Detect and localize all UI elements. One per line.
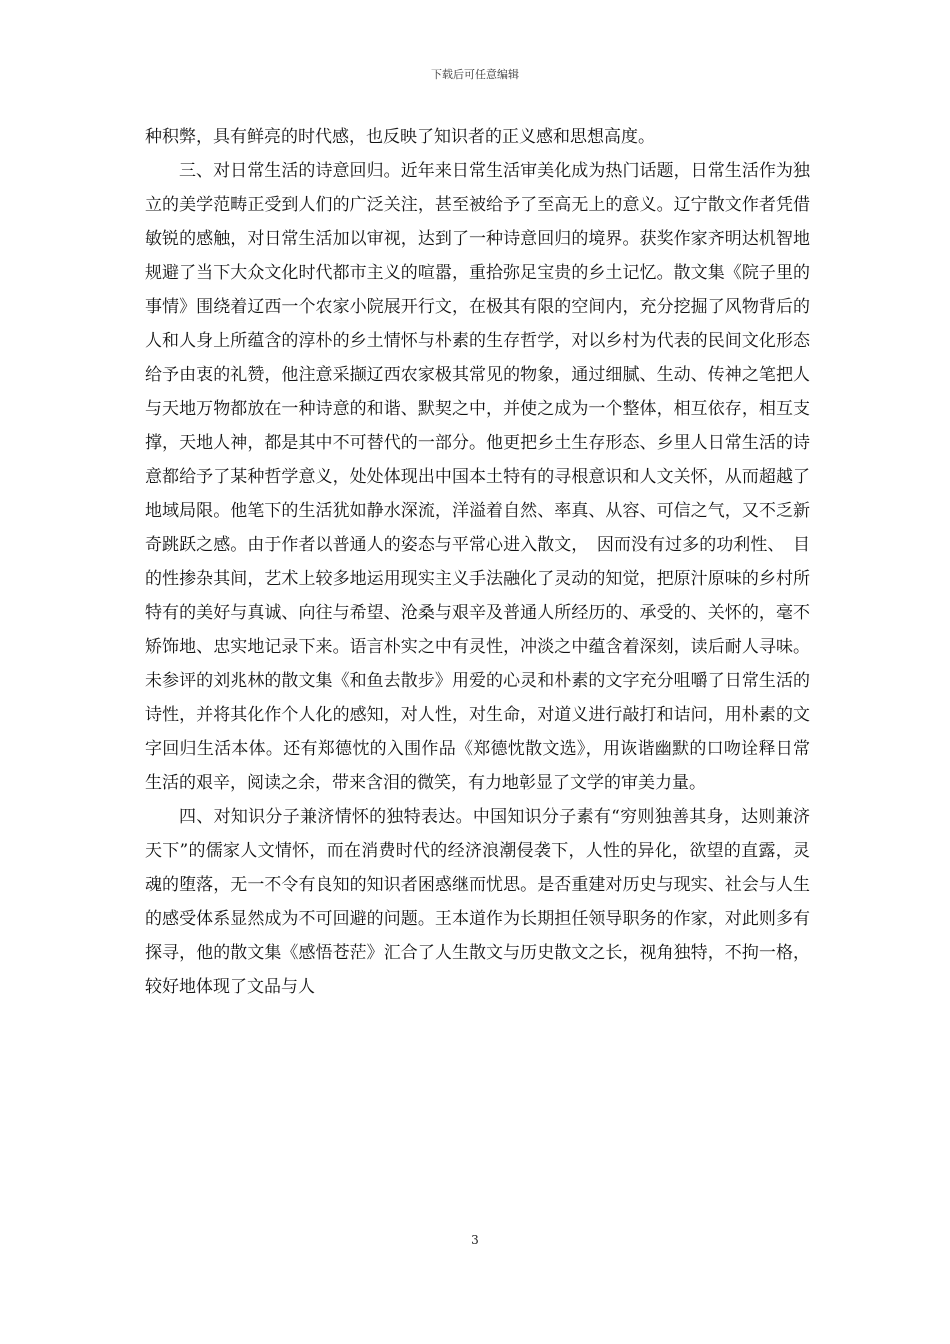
page-header: 下载后可任意编辑 bbox=[431, 68, 519, 81]
document-body bbox=[145, 120, 810, 1004]
page-number: 3 bbox=[471, 1233, 479, 1247]
paragraph-section-three: 三、对日常生活的诗意回归。近年来日常生活审美化成为热门话题，日常生活作为独立的美学范畴正受到人们的广泛关注，甚至被给予了至高无上的意义。辽宁散文作者凭借敏锐的感触，对日常生活加以审视，达到了一种诗意回归的境界。获奖作家齐明达机智地规避了当下大众文化时代都市主义的喧嚣，重拾弥足宝贵的乡土记忆。散文集《院子里的事情》围绕着辽西一个农家小院展开行文，在极其有限的空间内，充分挖掘了风物背后的人和人身上所蕴含的淳朴的乡土情怀与朴素的生存哲学，对以乡村为代表的民间文化形态给予由衷的礼赞，他注意采撷辽西农家极其常见的物象，通过细腻、生动、传神之笔把人与天地万物都放在一种诗意的和谐、默契之中，并使之成为一个整体，相互依存，相互支撑，天地人神，都是其中不可替代的一部分。他更把乡土生存形态、乡里人日常生活的诗意都给予了某种哲学意义，处处体现出中国本土特有的寻根意识和人文关怀，从而超越了地域局限。他笔下的生活犹如静水深流，洋溢着自然、率真、从容、可信之气，又不乏新奇跳跃之感。由于作者以普通人的姿态与平常心进入散文， 因而没有过多的功利性、 目的性掺杂其间，艺术上较多地运用现实主义手法融化了灵动的知觉，把原汁原味的乡村所特有的美好与真诚、向往与希望、沧桑与艰辛及普通人所经历的、承受的、关怀的，毫不矫饰地、忠实地记录下来。语言朴实之中有灵性，冲淡之中蕴含着深刻，读后耐人寻味。未参评的刘兆林的散文集《和鱼去散步》用爱的心灵和朴素的文字充分咀嚼了日常生活的诗性，并将其化作个人化的感知，对人性，对生命，对道义进行敲打和诘问，用朴素的文字回归生活本体。还有郑德忱的入围作品《郑德忱散文选》，用诙谐幽默的口吻诠释日常生活的艰辛，阅读之余，带来含泪的微笑，有力地彰显了文学的审美力量。 bbox=[145, 161, 810, 793]
paragraph-section-four: 四、对知识分子兼济情怀的独特表达。中国知识分子素有“穷则独善其身，达则兼济天下”的儒家人文情怀，而在消费时代的经济浪潮侵袭下，人性的异化，欲望的直露，灵魂的堕落，无一不令有良知的知识者困惑继而忧思。是否重建对历史与现实、社会与人生的感受体系显然成为不可回避的问题。王本道作为长期担任领导职务的作家，对此则多有探寻，他的散文集《感悟苍茫》汇合了人生散文与历史散文之长，视角独特，不拘一格，较好地体现了文品与人 bbox=[145, 807, 810, 997]
paragraph-continuation: 种积弊，具有鲜亮的时代感，也反映了知识者的正义感和思想高度。 bbox=[145, 127, 655, 147]
